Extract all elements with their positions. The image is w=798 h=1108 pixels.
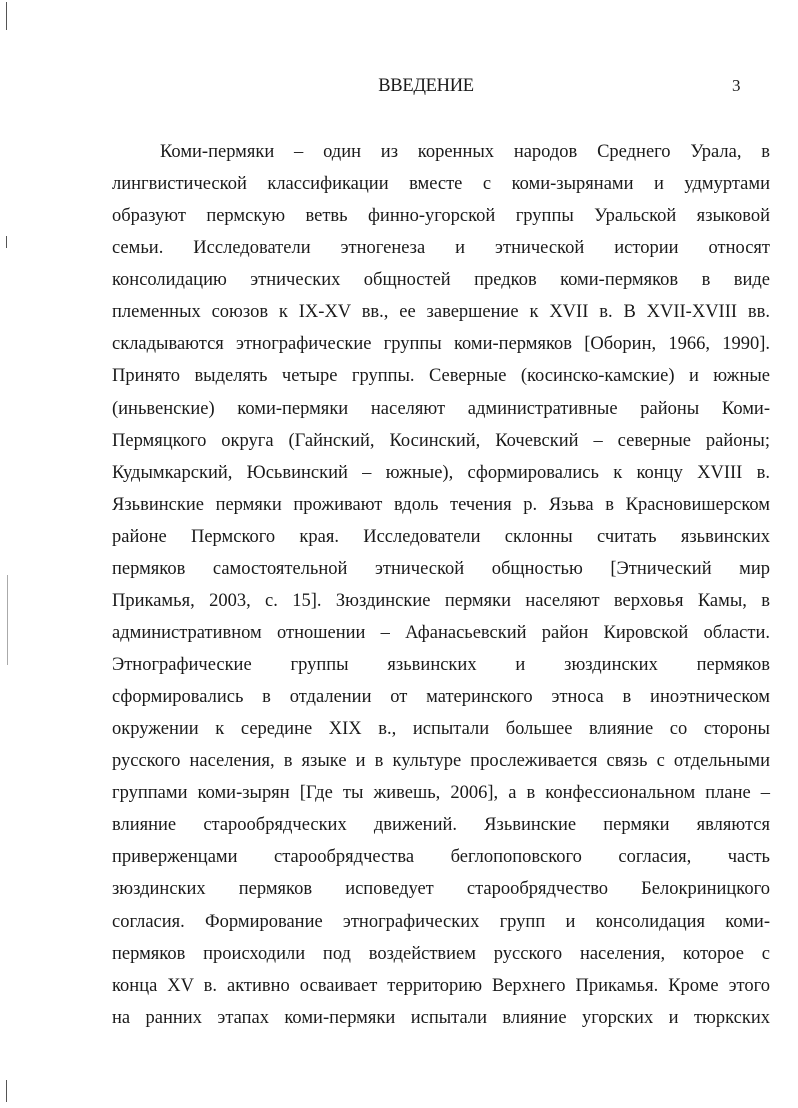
text-line: окружении к середине XIX в., испытали большее влияние со стороны	[112, 719, 770, 740]
text-line: согласия. Формирование этнографических групп и консолидация коми-	[112, 911, 770, 932]
text-line: складываются этнографические группы коми-пермяков [Оборин, 1966, 1990].	[112, 334, 770, 355]
text-line: лингвистической классификации вместе с коми-зырянами и удмуртами	[112, 174, 770, 195]
text-line: Этнографические группы язьвинских и зюздинских пермяков	[112, 655, 770, 675]
scan-artifact	[6, 236, 7, 248]
text-line: районе Пермского края. Исследователи склонны считать язьвинских	[112, 526, 770, 547]
text-line: группами коми-зырян [Где ты живешь, 2006], а в конфессиональном плане –	[112, 783, 770, 804]
text-line: Коми-пермяки – один из коренных народов Среднего Урала, в	[160, 142, 770, 162]
section-title: ВВЕДЕНИЕ	[378, 76, 474, 96]
text-line: пермяков происходили под воздействием русского населения, которое с	[112, 943, 770, 964]
text-line: на ранних этапах коми-пермяки испытали влияние угорских и тюркских	[112, 1007, 770, 1028]
text-line: племенных союзов к IX-XV вв., ее завершение к XVII в. В XVII-XVIII вв.	[112, 302, 770, 323]
text-line: сформировались в отдалении от материнского этноса в иноэтническом	[112, 687, 770, 708]
body-paragraph	[112, 140, 770, 1038]
text-line: образуют пермскую ветвь финно-угорской группы Уральской языковой	[112, 206, 770, 227]
text-line: русского населения, в языке и в культуре прослеживается связь с отдельными	[112, 751, 770, 772]
text-line: административном отношении – Афанасьевский район Кировской области.	[112, 622, 770, 643]
text-line: конца XV в. активно осваивает территорию Верхнего Прикамья. Кроме этого	[112, 975, 770, 996]
text-line: Принято выделять четыре группы. Северные (косинско-камские) и южные	[112, 366, 770, 387]
text-line: Прикамья, 2003, с. 15]. Зюздинские пермяки населяют верховья Камы, в	[112, 590, 770, 611]
scan-artifact	[7, 575, 8, 665]
text-line: Язьвинские пермяки проживают вдоль течения р. Язьва в Красновишерском	[112, 494, 770, 515]
text-line: приверженцами старообрядчества беглопоповского согласия, часть	[112, 847, 770, 868]
text-line: Пермяцкого округа (Гайнский, Косинский, Кочевский – северные районы;	[112, 430, 770, 451]
text-line: пермяков самостоятельной этнической общностью [Этнический мир	[112, 558, 770, 579]
page-number: 3	[732, 76, 741, 95]
text-line: Кудымкарский, Юсьвинский – южные), сформировались к концу XVIII в.	[112, 462, 770, 483]
text-line: влияние старообрядческих движений. Язьвинские пермяки являются	[112, 815, 770, 836]
scan-artifact	[6, 2, 7, 30]
text-line: консолидацию этнических общностей предков коми-пермяков в виде	[112, 270, 770, 291]
text-line: семьи. Исследователи этногенеза и этнической истории относят	[112, 238, 770, 259]
text-line: (иньвенские) коми-пермяки населяют административные районы Коми-	[112, 398, 770, 419]
scan-artifact	[6, 1080, 7, 1102]
text-line: зюздинских пермяков исповедует старообрядчество Белокриницкого	[112, 879, 770, 900]
